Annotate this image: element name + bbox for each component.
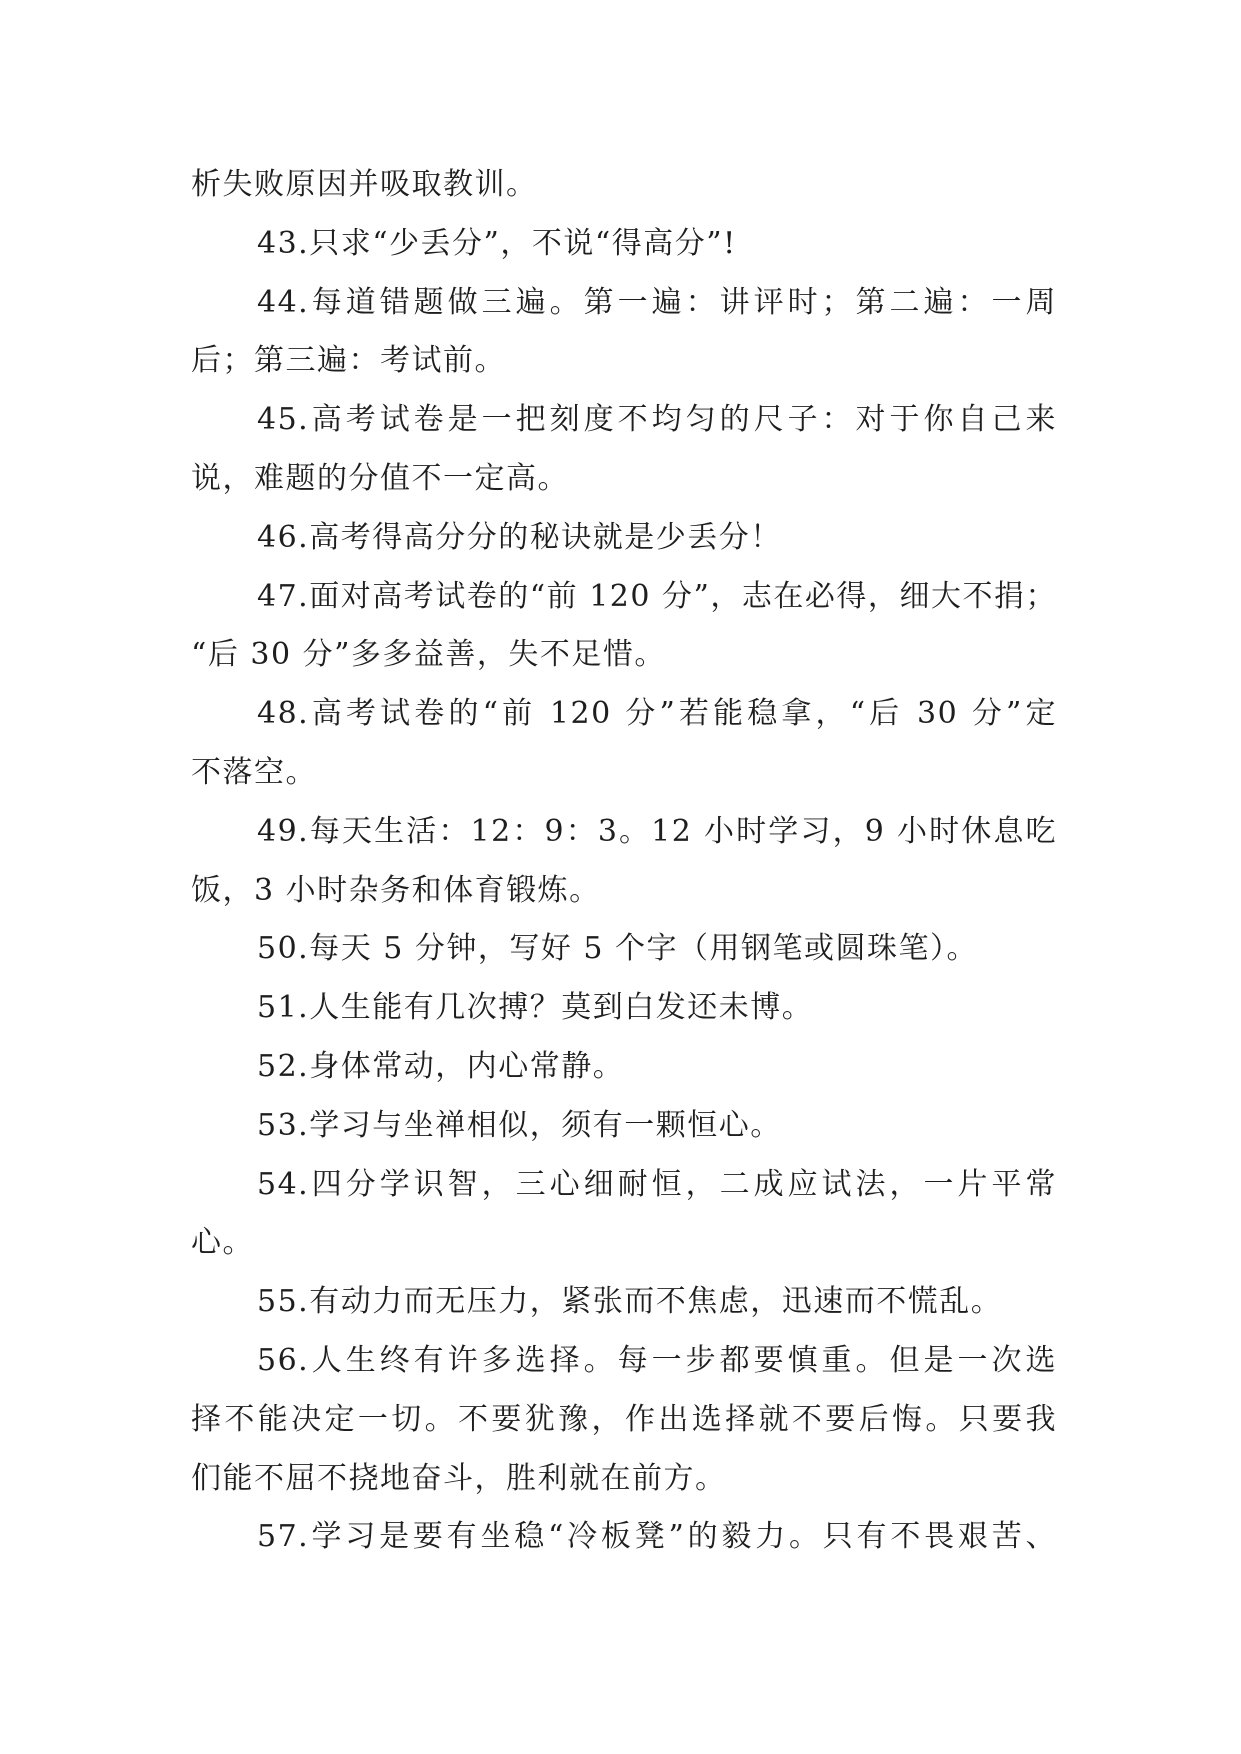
paragraph-45	[191, 391, 1057, 509]
paragraph-49	[191, 803, 1057, 921]
paragraph-56	[191, 1332, 1057, 1508]
text-line	[191, 979, 1057, 1038]
line-text: 每天生活：12：9：3。12 小时学习，9 小时休息吃	[309, 813, 1057, 849]
text-line	[191, 215, 1057, 274]
line-text: 不落空。	[191, 754, 317, 790]
text-line	[191, 568, 1057, 627]
item-number: 55.	[257, 1284, 310, 1320]
line-text: 人生终有许多选择。每一步都要慎重。但是一次选	[309, 1342, 1057, 1378]
text-line	[191, 1450, 1057, 1509]
line-text: 高考试卷的“前 120 分”若能稳拿，“后 30 分”定	[309, 696, 1057, 732]
paragraph-55	[191, 1273, 1057, 1332]
item-number: 51.	[257, 990, 310, 1026]
text-line	[191, 862, 1057, 921]
text-line	[191, 391, 1057, 450]
line-text: 人生能有几次搏？莫到白发还未博。	[309, 990, 814, 1026]
text-line	[191, 685, 1057, 744]
item-number: 54.	[257, 1166, 310, 1202]
paragraph-47	[191, 568, 1057, 686]
paragraph-57	[191, 1508, 1057, 1567]
line-text: 饭，3 小时杂务和体育锻炼。	[191, 872, 601, 908]
text-line	[191, 920, 1057, 979]
text-line	[191, 803, 1057, 862]
text-line	[191, 1273, 1057, 1332]
line-text: “后 30 分”多多益善，失不足惜。	[191, 637, 666, 673]
line-text: 择不能决定一切。不要犹豫，作出选择就不要后悔。只要我	[191, 1401, 1057, 1437]
line-text: 只求“少丢分”，不说“得高分”!	[309, 225, 737, 261]
line-text: 身体常动，内心常静。	[309, 1048, 625, 1084]
item-number: 45.	[257, 402, 310, 438]
item-number: 57.	[257, 1519, 310, 1555]
line-text: 后；第三遍：考试前。	[191, 343, 506, 379]
item-number: 43.	[257, 225, 310, 261]
line-text: 每道错题做三遍。第一遍：讲评时；第二遍：一周	[309, 284, 1057, 320]
text-line	[191, 509, 1057, 568]
text-line	[191, 1038, 1057, 1097]
text-line	[191, 626, 1057, 685]
item-number: 50.	[257, 931, 310, 967]
item-number: 47.	[257, 578, 310, 614]
text-line	[191, 274, 1057, 333]
line-text: 四分学识智，三心细耐恒，二成应试法，一片平常	[309, 1166, 1057, 1202]
paragraph-51	[191, 979, 1057, 1038]
item-number: 49.	[257, 813, 310, 849]
item-number: 48.	[257, 696, 310, 732]
item-number: 53.	[257, 1107, 310, 1143]
paragraph-44	[191, 274, 1057, 392]
line-text: 学习与坐禅相似，须有一颗恒心。	[309, 1107, 782, 1143]
paragraph-46	[191, 509, 1057, 568]
text-line	[191, 744, 1057, 803]
line-text: 学习是要有坐稳“冷板凳”的毅力。只有不畏艰苦、	[309, 1519, 1057, 1555]
line-text: 高考试卷是一把刻度不均匀的尺子：对于你自己来	[309, 402, 1057, 438]
item-number: 46.	[257, 519, 310, 555]
line-text: 有动力而无压力，紧张而不焦虑，迅速而不慌乱。	[309, 1284, 1003, 1320]
paragraph-43	[191, 215, 1057, 274]
document-body	[191, 156, 1057, 1567]
line-text: 析失败原因并吸取教训。	[191, 167, 538, 202]
text-line	[191, 1156, 1057, 1215]
paragraph-53	[191, 1097, 1057, 1156]
text-line	[191, 1097, 1057, 1156]
line-text: 面对高考试卷的“前 120 分”，志在必得，细大不捐；	[309, 578, 1057, 614]
paragraph-continuation	[191, 156, 1057, 215]
text-line	[191, 332, 1057, 391]
paragraph-50	[191, 920, 1057, 979]
paragraph-52	[191, 1038, 1057, 1097]
text-line	[191, 1508, 1057, 1567]
line-text: 说，难题的分值不一定高。	[191, 460, 569, 496]
text-line	[191, 1214, 1057, 1273]
paragraph-54	[191, 1156, 1057, 1274]
text-line	[191, 1332, 1057, 1391]
line-text: 高考得高分分的秘诀就是少丢分！	[309, 519, 782, 555]
line-text: 们能不屈不挠地奋斗，胜利就在前方。	[191, 1460, 727, 1496]
line-text: 每天 5 分钟，写好 5 个字（用钢笔或圆珠笔）。	[309, 931, 979, 967]
paragraph-48	[191, 685, 1057, 803]
text-line	[191, 450, 1057, 509]
text-line	[191, 156, 1057, 215]
line-text: 心。	[191, 1225, 254, 1261]
item-number: 52.	[257, 1048, 310, 1084]
text-line	[191, 1391, 1057, 1450]
item-number: 44.	[257, 284, 310, 320]
item-number: 56.	[257, 1342, 310, 1378]
